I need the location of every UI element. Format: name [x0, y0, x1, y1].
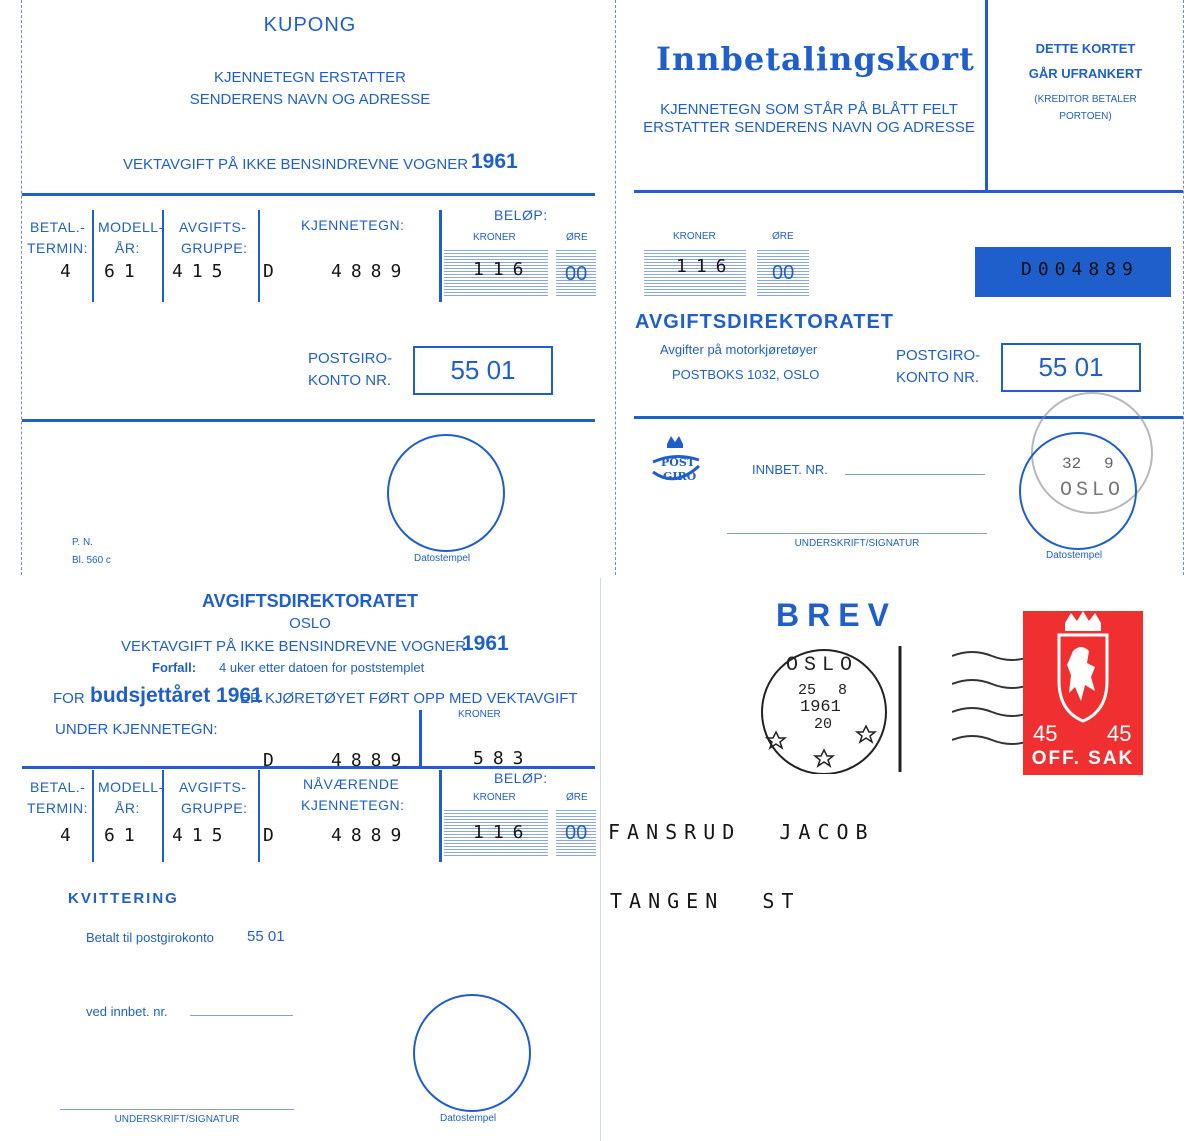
kupong-modell-header-1: MODELL- — [98, 219, 164, 235]
kvittering-datostempel-circle — [413, 994, 531, 1112]
kupong-datostempel-circle — [387, 434, 505, 552]
kupong-kjennetegn-number: 4889 — [331, 261, 411, 282]
kvittering-divider-2 — [162, 770, 164, 862]
kupong-divider-1 — [92, 210, 94, 302]
kupong-datostempel-label: Datostempel — [414, 553, 471, 564]
stamp-text: OFF. SAK — [1031, 748, 1135, 769]
postmark-year: 1961 — [800, 698, 841, 717]
kvittering-kjennetegn-header-1: NÅVÆRENDE — [303, 776, 400, 792]
oslo-postmark — [752, 644, 902, 774]
innbetalingskort-subtitle-2: ERSTATTER SENDERENS NAVN OG ADRESSE — [643, 119, 975, 136]
betalt-konto: 55 01 — [247, 928, 285, 945]
kvittering-avgifts-header-2: GRUPPE: — [181, 800, 248, 816]
kupong-subtitle-1: KJENNETEGN ERSTATTER — [214, 69, 406, 86]
kupong-year: 1961 — [471, 150, 518, 173]
innbetalingskort-postgiro-label-1: POSTGIRO- — [896, 347, 981, 364]
kvittering-year: 1961 — [462, 632, 509, 655]
innbetalingskort-postmark-right: 9 — [1104, 455, 1114, 473]
ufrankert-line-2: GÅR UFRANKERT — [1028, 66, 1143, 81]
ufrankert-line-3: (KREDITOR BETALER — [1034, 94, 1137, 105]
kupong-betal-header-1: BETAL.- — [30, 219, 86, 235]
addressee-place: TANGEN ST — [610, 889, 801, 913]
innbetalingskort-kroner-value: 116 — [676, 256, 736, 277]
innbetalingskort-ore-header: ØRE — [772, 231, 794, 242]
kupong-modell-header-2: ÅR: — [115, 240, 140, 256]
kvittering-kjennetegn-number: 4889 — [331, 825, 411, 846]
innbetalingskort-postgiro-label-2: KONTO NR. — [896, 369, 980, 386]
innbetalingskort-title: Innbetalingskort — [656, 40, 975, 78]
kupong-konto-box — [413, 346, 553, 395]
left-perforation — [21, 0, 22, 575]
budsjett-label: budsjettåret 1961 — [90, 684, 263, 707]
kvittering-modell-header-1: MODELL- — [98, 779, 164, 795]
innbetalingskort-postmark-top: 32 — [1062, 455, 1082, 473]
center-perforation — [615, 0, 616, 575]
kvittering-datostempel-label: Datostempel — [440, 1113, 497, 1124]
innbetalingskort-org: AVGIFTSDIREKTORATET — [635, 311, 894, 333]
kvittering-modell-value: 61 — [104, 825, 144, 846]
innbetalingskort-signature-line — [727, 533, 987, 534]
stamp-value-left: 45 — [1033, 721, 1058, 746]
kvittering-divider-1 — [92, 770, 94, 862]
stamp-value-right: 45 — [1107, 721, 1132, 746]
kvittering-org: AVGIFTSDIREKTORATET — [202, 591, 418, 611]
kupong-gruppe-value: 415 — [172, 261, 232, 282]
for-label: FOR — [53, 690, 85, 707]
innbetalingskort-signatur-label: UNDERSKRIFT/SIGNATUR — [794, 538, 920, 549]
brev-title: BREV — [776, 597, 897, 633]
kupong-kjennetegn-letter: D — [263, 261, 283, 282]
kupong-betal-header-2: TERMIN: — [27, 240, 89, 256]
kupong-top-rule — [22, 193, 595, 196]
under-divider — [419, 710, 422, 768]
postgiro-logo-text-1: POST — [661, 456, 695, 469]
kupong-ore-header: ØRE — [566, 232, 588, 243]
right-perforation — [1183, 0, 1184, 575]
kvittering-ore-header: ØRE — [566, 792, 588, 803]
innbetalingskort-datostempel-label: Datostempel — [1046, 550, 1103, 561]
postmark-hour: 20 — [814, 716, 833, 733]
forfall-text: 4 uker etter datoen for poststemplet — [219, 660, 425, 675]
kvittering-kroner-header: KRONER — [473, 792, 516, 803]
innbetalingskort-org-line-2: Avgifter på motorkjøretøyer — [660, 342, 818, 357]
postmark-day: 25 — [798, 682, 817, 699]
kupong-avgifts-header-1: AVGIFTS- — [179, 219, 247, 235]
kvittering-divider-4 — [439, 770, 442, 862]
kvittering-heading: KVITTERING — [68, 890, 179, 907]
kvittering-modell-header-2: ÅR: — [115, 800, 140, 816]
innbetalingskort-kroner-header: KRONER — [673, 231, 716, 242]
under-kroner-value: 583 — [473, 748, 533, 769]
kupong-ore-value: 00 — [565, 263, 588, 285]
kupong-divider-4 — [439, 210, 442, 302]
kvittering-rule — [22, 766, 595, 769]
ufrankert-line-1: DETTE KORTET — [1035, 41, 1136, 56]
for-rest-text: ER KJØRETØYET FØRT OPP MED VEKTAVGIFT — [240, 690, 578, 707]
kjennetegn-blue-field — [975, 247, 1171, 297]
innbetalingskort-top-rule — [634, 190, 1183, 193]
kupong-title: KUPONG — [263, 14, 357, 36]
innbetalingskort-org-line-3: POSTBOKS 1032, OSLO — [672, 367, 820, 382]
innbetalingskort-postmark-city: OSLO — [1060, 479, 1125, 502]
off-sak-stamp — [1023, 611, 1143, 775]
kupong-belop-header: BELØP: — [494, 207, 548, 223]
innbetalingskort-ore-value: 00 — [772, 262, 795, 284]
ved-innbet-label: ved innbet. nr. — [86, 1004, 168, 1019]
kvittering-avgifts-header-1: AVGIFTS- — [179, 779, 247, 795]
innbet-nr-label: INNBET. NR. — [752, 462, 828, 477]
kupong-kroner-value: 116 — [473, 259, 533, 280]
betalt-text: Betalt til postgirokonto — [86, 930, 214, 945]
kjennetegn-blue-field-value: D004889 — [1021, 259, 1139, 280]
postmark-month: 8 — [838, 682, 848, 699]
under-kroner-header: KRONER — [458, 709, 501, 720]
kupong-divider-3 — [258, 210, 260, 302]
kvittering-signatur-label: UNDERSKRIFT/SIGNATUR — [114, 1114, 240, 1125]
kupong-avgifts-header-2: GRUPPE: — [181, 240, 248, 256]
kvittering-divider-3 — [258, 770, 260, 862]
innbetalingskort-subtitle-1: KJENNETEGN SOM STÅR PÅ BLÅTT FELT — [660, 101, 958, 118]
kvittering-ore-value: 00 — [565, 822, 588, 844]
innbetalingskort-datostempel-circle — [1019, 432, 1137, 550]
kvittering-termin-value: 4 — [60, 825, 80, 846]
under-kjennetegn-letter: D — [263, 750, 283, 771]
kupong-postgiro-label-1: POSTGIRO- — [308, 350, 393, 367]
kvittering-belop-header: BELØP: — [494, 770, 548, 786]
addressee-name: FANSRUD JACOB — [608, 820, 875, 844]
kupong-pn: P. N. — [72, 537, 93, 548]
kupong-termin-value: 4 — [60, 261, 80, 282]
postgiro-logo — [645, 432, 705, 492]
under-kjennetegn-label: UNDER KJENNETEGN: — [55, 721, 218, 738]
kupong-bottom-rule — [22, 419, 595, 422]
kupong-subtitle-2: SENDERENS NAVN OG ADRESSE — [189, 91, 431, 108]
innbetalingskort-konto-number: 55 01 — [1038, 352, 1104, 382]
forfall-label: Forfall: — [152, 660, 197, 675]
kvittering-vektavgift-text: VEKTAVGIFT PÅ IKKE BENSINDREVNE VOGNER — [121, 638, 467, 655]
kvittering-gruppe-value: 415 — [172, 825, 232, 846]
kupong-vektavgift-text: VEKTAVGIFT PÅ IKKE BENSINDREVNE VOGNER — [123, 156, 469, 173]
kupong-modell-value: 61 — [104, 261, 144, 282]
postgiro-logo-text-2: GIRO — [663, 470, 697, 483]
kupong-divider-2 — [162, 210, 164, 302]
kvittering-kjennetegn-letter: D — [263, 825, 283, 846]
postmark-city: OSLO — [786, 654, 859, 677]
ved-innbet-line — [190, 1015, 293, 1016]
kupong-kroner-header: KRONER — [473, 232, 516, 243]
kvittering-kjennetegn-header-2: KJENNETEGN: — [301, 797, 405, 813]
kvittering-signature-line — [60, 1109, 294, 1110]
ufrankert-line-4: PORTOEN) — [1059, 111, 1112, 122]
kvittering-betal-header-1: BETAL.- — [30, 779, 86, 795]
kvittering-city: OSLO — [289, 615, 331, 632]
kupong-kjennetegn-header: KJENNETEGN: — [301, 217, 405, 233]
kupong-postgiro-label-2: KONTO NR. — [308, 372, 392, 389]
under-kjennetegn-number: 4889 — [331, 750, 411, 771]
kvittering-betal-header-2: TERMIN: — [27, 800, 89, 816]
kvittering-kroner-value: 116 — [473, 822, 533, 843]
kupong-form-number: Bl. 560 c — [72, 555, 111, 566]
kupong-konto-number: 55 01 — [450, 355, 516, 385]
innbet-nr-line — [845, 474, 985, 475]
